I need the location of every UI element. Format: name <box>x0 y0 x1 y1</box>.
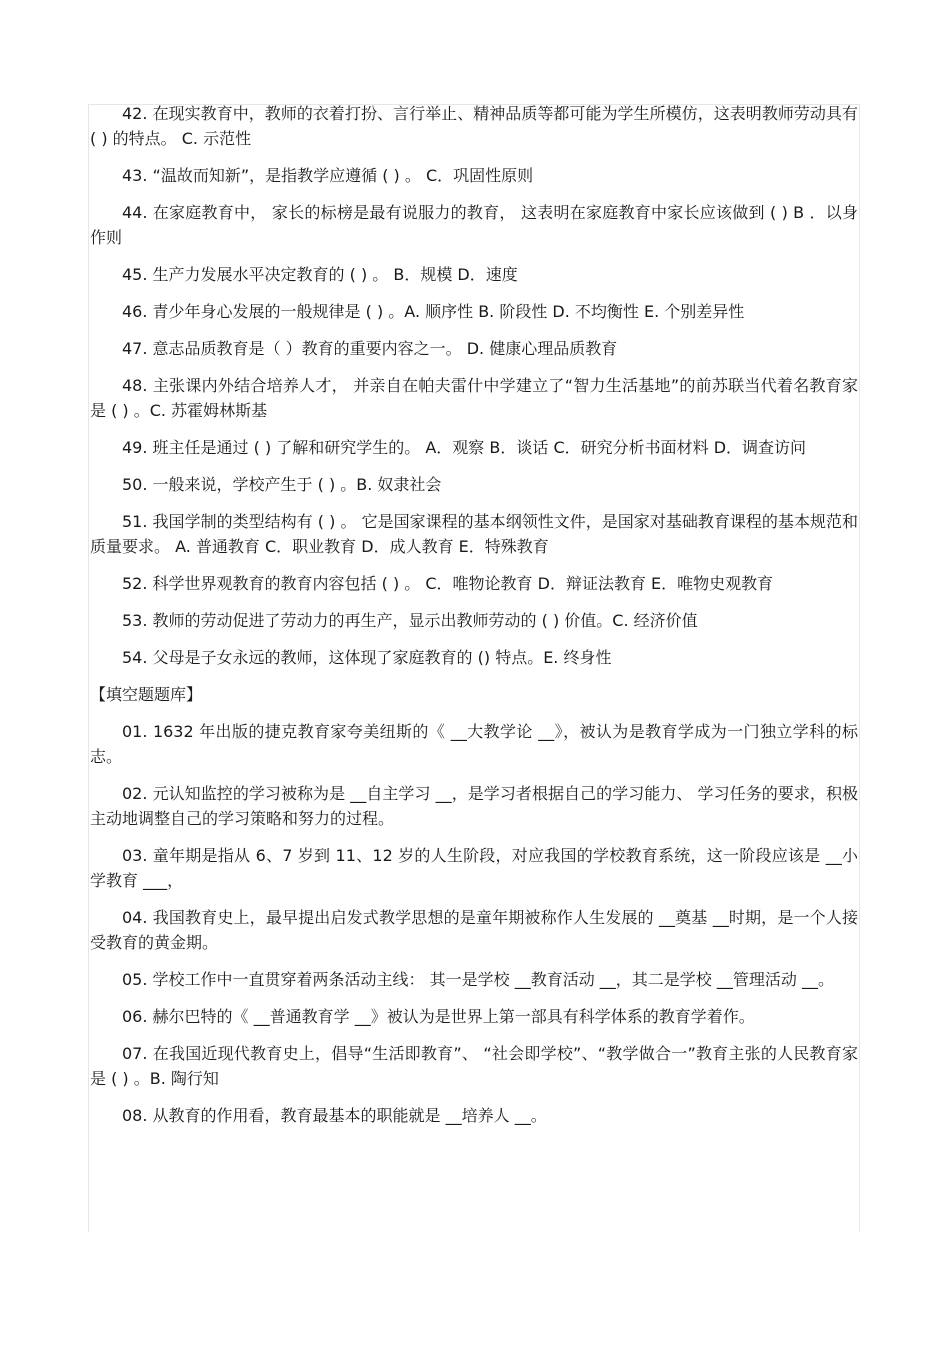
document-body <box>90 101 858 1140</box>
question-52: 52. 科学世界观教育的教育内容包括 ( ) 。 C．唯物论教育 D．辩证法教育 E．唯物史观教育 <box>122 574 774 593</box>
question-47: 47. 意志品质教育是（ ）教育的重要内容之一。 D. 健康心理品质教育 <box>122 339 618 358</box>
fill-question-07: 07. 在我国近现代教育史上，倡导“生活即教育”、 “社会即学校”、“教学做合一”教育主张的人民教育家是 ( ) 。B. 陶行知 <box>90 1044 858 1088</box>
fill-question-02: 02. 元认知监控的学习被称为是 __自主学习 __，是学习者根据自己的学习能力、 学习任务的要求，积极主动地调整自己的学习策略和努力的过程。 <box>90 784 858 828</box>
question-44: 44. 在家庭教育中， 家长的标榜是最有说服力的教育， 这表明在家庭教育中家长应该做到 ( ) B ．以身作则 <box>90 203 858 247</box>
fill-question-08: 08. 从教育的作用看，教育最基本的职能就是 __培养人 __。 <box>122 1106 547 1125</box>
question-54: 54. 父母是子女永远的教师，这体现了家庭教育的 () 特点。E. 终身性 <box>122 648 612 667</box>
question-53: 53. 教师的劳动促进了劳动力的再生产，显示出教师劳动的 ( ) 价值。C. 经济价值 <box>122 611 698 630</box>
section-title-fill-in: 【填空题题库】 <box>90 685 203 704</box>
fill-question-05: 05. 学校工作中一直贯穿着两条活动主线： 其一是学校 __教育活动 __，其二是学校 __管理活动 __。 <box>122 970 834 989</box>
question-50: 50. 一般来说，学校产生于 ( ) 。B. 奴隶社会 <box>122 475 442 494</box>
question-42: 42. 在现实教育中，教师的衣着打扮、言行举止、精神品质等都可能为学生所模仿，这表明教师劳动具有 ( ) 的特点。 C. 示范性 <box>90 104 858 148</box>
fill-question-01: 01. 1632 年出版的捷克教育家夸美纽斯的《 __大教学论 __》，被认为是教育学成为一门独立学科的标志。 <box>90 722 858 766</box>
fill-question-04: 04. 我国教育史上，最早提出启发式教学思想的是童年期被称作人生发展的 __奠基 __时期，是一个人接受教育的黄金期。 <box>90 908 858 952</box>
question-48: 48. 主张课内外结合培养人才， 并亲自在帕夫雷什中学建立了“智力生活基地”的前苏联当代着名教育家是 ( ) 。C. 苏霍姆林斯基 <box>90 376 858 420</box>
question-49: 49. 班主任是通过 ( ) 了解和研究学生的。 A．观察 B．谈话 C．研究分析书面材料 D．调查访问 <box>122 438 807 457</box>
fill-question-03: 03. 童年期是指从 6、7 岁到 11、12 岁的人生阶段，对应我国的学校教育系统，这一阶段应该是 __小学教育 ___， <box>90 846 858 890</box>
question-43: 43. “温故而知新”，是指教学应遵循 ( ) 。 C．巩固性原则 <box>122 166 534 185</box>
question-51: 51. 我国学制的类型结构有 ( ) 。 它是国家课程的基本纲领性文件，是国家对基础教育课程的基本规范和质量要求。 A. 普通教育 C．职业教育 D．成人教育 E．特殊教育 <box>90 512 858 556</box>
question-45: 45. 生产力发展水平决定教育的 ( ) 。 B．规模 D．速度 <box>122 265 518 284</box>
fill-question-06: 06. 赫尔巴特的《 __普通教育学 __》被认为是世界上第一部具有科学体系的教育学着作。 <box>122 1007 755 1026</box>
question-46: 46. 青少年身心发展的一般规律是 ( ) 。A. 顺序性 B. 阶段性 D. 不均衡性 E. 个别差异性 <box>122 302 745 321</box>
